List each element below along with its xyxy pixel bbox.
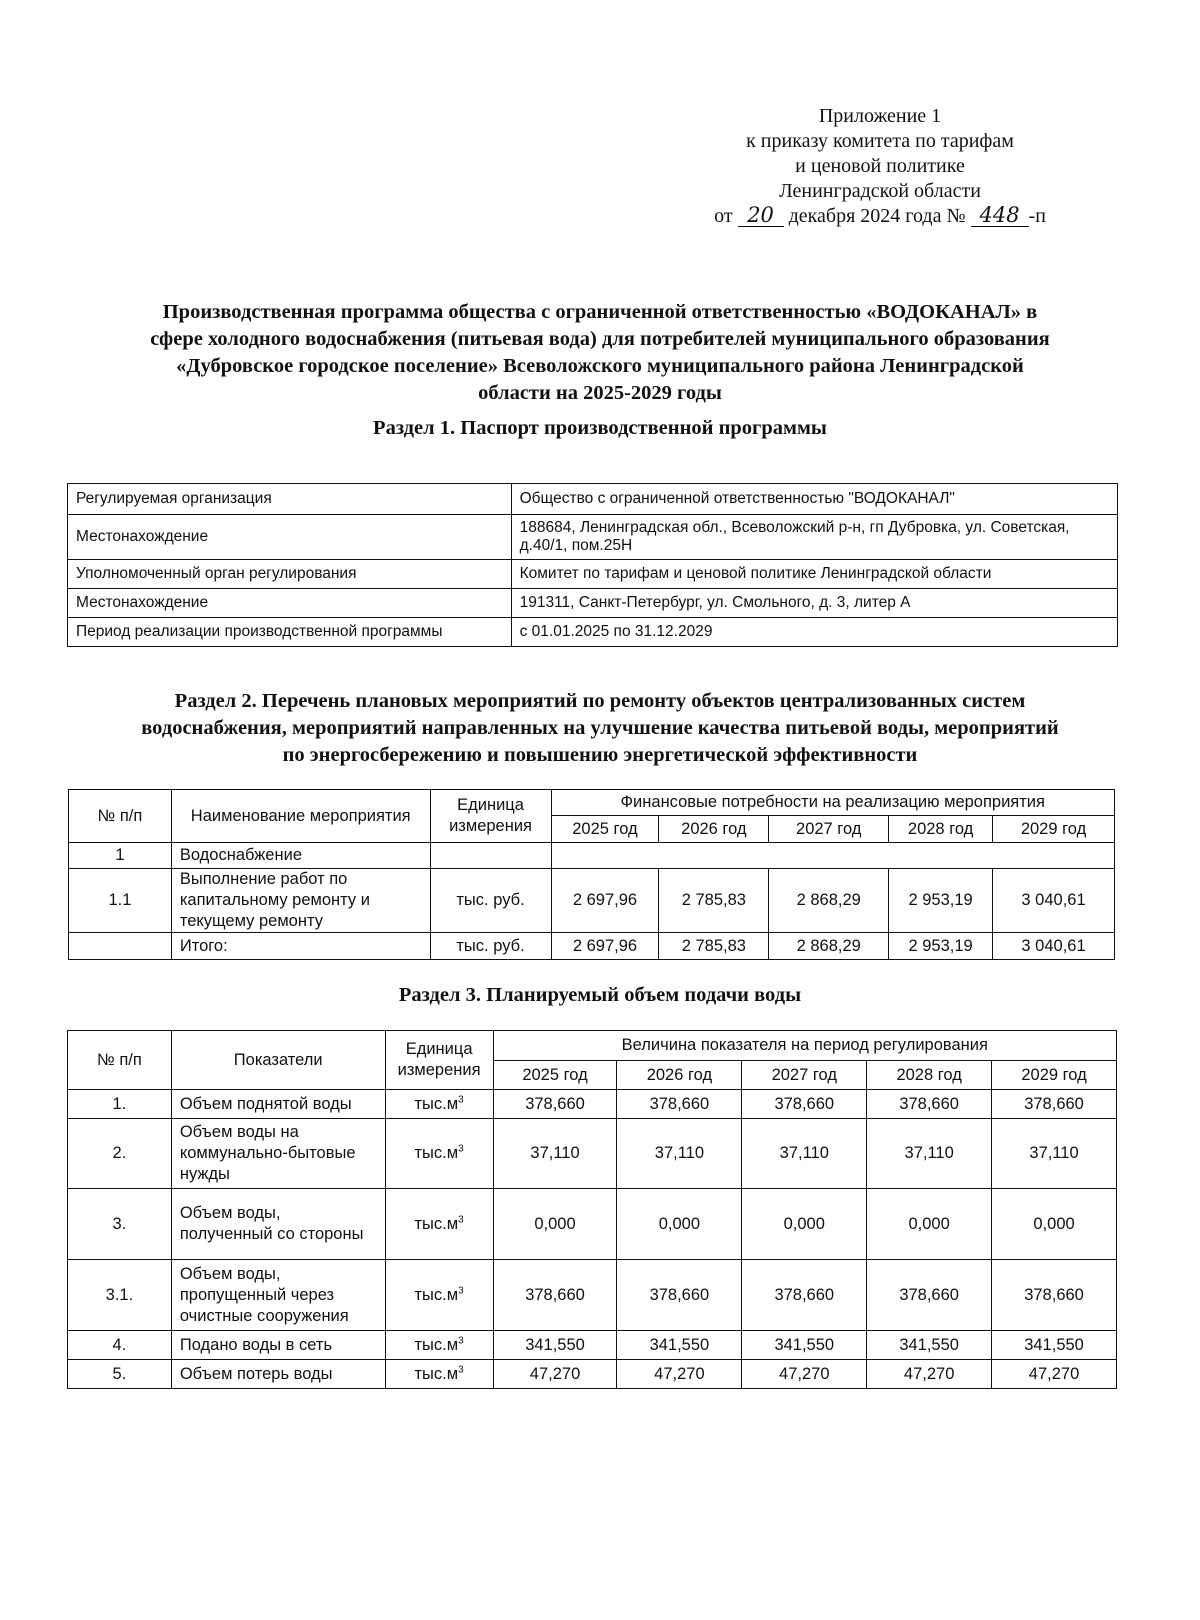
- cell-value: 341,550: [617, 1331, 742, 1360]
- col-header-num: № п/п: [68, 1031, 172, 1090]
- col-header-year: 2029 год: [992, 1061, 1117, 1090]
- appendix-line-4: Ленинградской области: [779, 180, 981, 202]
- section2-title: [60, 688, 1140, 769]
- table-header-row: [68, 1031, 1117, 1061]
- cell-name: Выполнение работ по капитальному ремонту и текущему ремонту: [171, 869, 430, 933]
- title-line-3: «Дубровское городское поселение» Всеволожского муниципального района Ленинградской: [176, 355, 1024, 377]
- title-line-1: Производственная программа общества с ограниченной ответственностью «ВОДОКАНАЛ» в: [162, 301, 1038, 323]
- cell-empty: [551, 843, 1115, 869]
- col-header-year: 2028 год: [889, 816, 993, 843]
- col-header-unit: Единица измерения: [430, 790, 551, 843]
- cell-value: 3 040,61: [993, 933, 1115, 960]
- title-line-4: области на 2025-2029 годы: [478, 382, 722, 404]
- appendix-title: Приложение 1: [818, 105, 942, 127]
- cell-value: 378,660: [617, 1260, 742, 1331]
- table-row: [68, 1360, 1117, 1389]
- unit-power: 3: [458, 1364, 464, 1375]
- passport-value: 188684, Ленинградская обл., Всеволожский р-н, гп Дубровка, ул. Советская, д.40/1, пом.25Н: [511, 515, 1117, 560]
- order-suffix: -п: [1028, 205, 1046, 227]
- unit-base: тыс.м: [414, 1214, 459, 1233]
- table-row: [68, 515, 1118, 560]
- unit-power: 3: [458, 1285, 464, 1296]
- title-line-2: сфере холодного водоснабжения (питьевая вода) для потребителей муниципального образования: [150, 328, 1050, 350]
- col-header-name: Наименование мероприятия: [171, 790, 430, 843]
- col-header-group: Финансовые потребности на реализацию мероприятия: [551, 790, 1115, 816]
- cell-name: Объем потерь воды: [171, 1360, 385, 1389]
- appendix-header: [690, 104, 1070, 229]
- passport-table: [67, 483, 1118, 647]
- water-volume-table: [67, 1030, 1117, 1389]
- document-title: [60, 299, 1140, 407]
- appendix-line-2: к приказу комитета по тарифам: [746, 130, 1014, 152]
- cell-num: 1.1: [69, 869, 172, 933]
- cell-value: 2 697,96: [551, 869, 659, 933]
- cell-unit: [385, 1360, 493, 1389]
- cell-value: 37,110: [742, 1119, 867, 1189]
- col-header-year: 2028 год: [867, 1061, 992, 1090]
- table-row: [68, 1119, 1117, 1189]
- cell-value: 2 785,83: [659, 869, 769, 933]
- cell-num: 1.: [68, 1090, 172, 1119]
- cell-value: 378,660: [867, 1260, 992, 1331]
- cell-value: 2 868,29: [769, 933, 889, 960]
- cell-name: Объем поднятой воды: [171, 1090, 385, 1119]
- measures-table: [68, 789, 1115, 960]
- unit-power: 3: [458, 1335, 464, 1346]
- cell-num: [69, 933, 172, 960]
- section1-title: Раздел 1. Паспорт производственной программы: [373, 417, 827, 439]
- cell-value: 37,110: [617, 1119, 742, 1189]
- cell-value: 341,550: [867, 1331, 992, 1360]
- cell-value: 0,000: [617, 1189, 742, 1260]
- cell-value: 2 868,29: [769, 869, 889, 933]
- cell-name: Итого:: [171, 933, 430, 960]
- order-prefix: от: [714, 205, 733, 227]
- passport-value: Общество с ограниченной ответственностью "ВОДОКАНАЛ": [511, 484, 1117, 515]
- section2-title-line-2: водоснабжения, мероприятий направленных на улучшение качества питьевой воды, мероприятий: [141, 717, 1059, 739]
- passport-label: Период реализации производственной программы: [68, 618, 512, 647]
- unit-power: 3: [458, 1143, 464, 1155]
- cell-value: 378,660: [867, 1090, 992, 1119]
- section2-title-line-1: Раздел 2. Перечень плановых мероприятий по ремонту объектов централизованных систем: [174, 690, 1026, 712]
- unit-base: тыс.м: [414, 1335, 459, 1354]
- cell-value: 37,110: [493, 1119, 617, 1189]
- cell-unit: [385, 1119, 493, 1189]
- col-header-year: 2027 год: [742, 1061, 867, 1090]
- unit-power: 3: [458, 1214, 464, 1225]
- cell-name: Объем воды, полученный со стороны: [171, 1189, 385, 1260]
- cell-value: 341,550: [493, 1331, 617, 1360]
- cell-value: 378,660: [617, 1090, 742, 1119]
- table-row: [68, 484, 1118, 515]
- cell-num: 3.1.: [68, 1260, 172, 1331]
- cell-name: Подано воды в сеть: [171, 1331, 385, 1360]
- table-row: [68, 1090, 1117, 1119]
- passport-value: 191311, Санкт-Петербург, ул. Смольного, д. 3, литер А: [511, 589, 1117, 618]
- cell-num: 2.: [68, 1119, 172, 1189]
- cell-unit: [385, 1090, 493, 1119]
- col-header-year: 2025 год: [551, 816, 659, 843]
- cell-unit: тыс. руб.: [430, 933, 551, 960]
- cell-value: 378,660: [992, 1090, 1117, 1119]
- table-row: [69, 843, 1115, 869]
- unit-power: 3: [458, 1094, 464, 1105]
- section2-title-line-3: по энергосбережению и повышению энергетической эффективности: [282, 744, 918, 766]
- col-header-year: 2029 год: [993, 816, 1115, 843]
- cell-value: 2 697,96: [551, 933, 659, 960]
- cell-value: 2 785,83: [659, 933, 769, 960]
- cell-value: 0,000: [493, 1189, 617, 1260]
- order-line: [690, 204, 1070, 229]
- cell-value: 341,550: [742, 1331, 867, 1360]
- cell-value: 37,110: [992, 1119, 1117, 1189]
- passport-label: Местонахождение: [68, 515, 512, 560]
- col-header-year: 2026 год: [659, 816, 769, 843]
- cell-value: 47,270: [867, 1360, 992, 1389]
- cell-num: 1: [69, 843, 172, 869]
- cell-value: 0,000: [742, 1189, 867, 1260]
- cell-name: Объем воды, пропущенный через очистные сооружения: [171, 1260, 385, 1331]
- cell-num: 4.: [68, 1331, 172, 1360]
- table-row: [68, 1189, 1117, 1260]
- table-row: [68, 1331, 1117, 1360]
- cell-value: 47,270: [617, 1360, 742, 1389]
- unit-base: тыс.м: [414, 1144, 459, 1162]
- cell-value: 47,270: [493, 1360, 617, 1389]
- cell-value: 2 953,19: [889, 869, 993, 933]
- passport-label: Регулируемая организация: [68, 484, 512, 515]
- cell-value: 0,000: [867, 1189, 992, 1260]
- cell-value: 378,660: [992, 1260, 1117, 1331]
- appendix-line-3: и ценовой политике: [795, 155, 965, 177]
- col-header-year: 2027 год: [769, 816, 889, 843]
- passport-label: Уполномоченный орган регулирования: [68, 560, 512, 589]
- cell-value: 341,550: [992, 1331, 1117, 1360]
- cell-value: 3 040,61: [993, 869, 1115, 933]
- cell-value: 378,660: [493, 1260, 617, 1331]
- order-middle: декабря 2024 года №: [788, 205, 966, 227]
- order-number-handwritten: 448: [971, 204, 1029, 227]
- col-header-name: Показатели: [171, 1031, 385, 1090]
- cell-value: 378,660: [742, 1090, 867, 1119]
- cell-value: 47,270: [742, 1360, 867, 1389]
- cell-value: 0,000: [992, 1189, 1117, 1260]
- cell-unit: [385, 1189, 493, 1260]
- passport-label: Местонахождение: [68, 589, 512, 618]
- cell-unit: [385, 1260, 493, 1331]
- table-row: [68, 618, 1118, 647]
- section3-title: Раздел 3. Планируемый объем подачи воды: [398, 984, 802, 1006]
- table-row: [69, 869, 1115, 933]
- cell-value: 378,660: [742, 1260, 867, 1331]
- cell-num: 5.: [68, 1360, 172, 1389]
- cell-value: 47,270: [992, 1360, 1117, 1389]
- unit-base: тыс.м: [414, 1364, 459, 1383]
- table-row: [69, 933, 1115, 960]
- col-header-group: Величина показателя на период регулирования: [493, 1031, 1116, 1061]
- col-header-unit: Единица измерения: [385, 1031, 493, 1090]
- table-row: [68, 560, 1118, 589]
- table-row: [68, 1260, 1117, 1331]
- cell-num: 3.: [68, 1189, 172, 1260]
- cell-empty: [430, 843, 551, 869]
- col-header-year: 2026 год: [617, 1061, 742, 1090]
- unit-base: тыс.м: [414, 1285, 459, 1304]
- cell-unit: [385, 1331, 493, 1360]
- passport-value: с 01.01.2025 по 31.12.2029: [511, 618, 1117, 647]
- cell-unit: тыс. руб.: [430, 869, 551, 933]
- table-header-row: [69, 790, 1115, 816]
- cell-value: 37,110: [867, 1119, 992, 1189]
- unit-base: тыс.м: [414, 1094, 459, 1113]
- cell-value: 378,660: [493, 1090, 617, 1119]
- col-header-num: № п/п: [69, 790, 172, 843]
- cell-name: Водоснабжение: [171, 843, 430, 869]
- passport-value: Комитет по тарифам и ценовой политике Ленинградской области: [511, 560, 1117, 589]
- order-day-handwritten: 20: [738, 204, 784, 227]
- cell-value: 2 953,19: [889, 933, 993, 960]
- table-row: [68, 589, 1118, 618]
- col-header-year: 2025 год: [493, 1061, 617, 1090]
- cell-name: Объем воды на коммунально-бытовые нужды: [171, 1119, 385, 1189]
